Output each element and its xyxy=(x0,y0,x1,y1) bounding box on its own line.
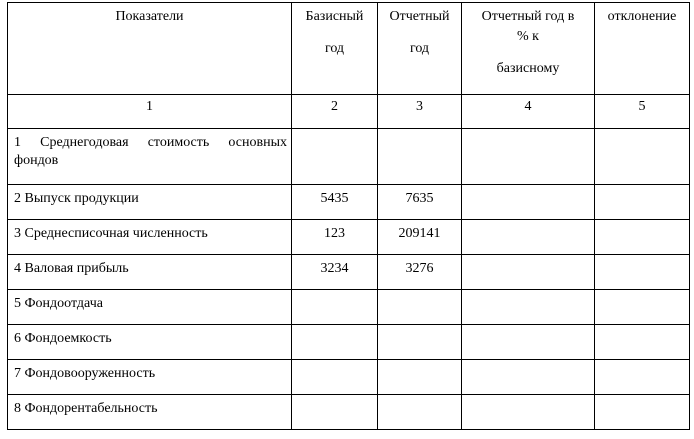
header-indicators: Показатели xyxy=(8,3,292,95)
deviation-value xyxy=(595,325,690,360)
percent-value xyxy=(462,290,595,325)
deviation-value xyxy=(595,360,690,395)
row-label: 7 Фондовооруженность xyxy=(8,360,292,395)
percent-value xyxy=(462,185,595,220)
base-year-value xyxy=(292,360,378,395)
base-year-value xyxy=(292,129,378,185)
header-deviation: отклонение xyxy=(595,3,690,95)
table-row xyxy=(8,185,690,220)
base-year-value: 123 xyxy=(292,220,378,255)
header-base-year: Базисный год xyxy=(292,3,378,95)
table-row xyxy=(8,395,690,430)
base-year-value xyxy=(292,290,378,325)
row-label: 4 Валовая прибыль xyxy=(8,255,292,290)
row-label: 6 Фондоемкость xyxy=(8,325,292,360)
percent-value xyxy=(462,220,595,255)
row-label: 3 Среднесписочная численность xyxy=(8,220,292,255)
column-number: 4 xyxy=(462,95,595,129)
base-year-value xyxy=(292,325,378,360)
indicators-table xyxy=(7,2,690,430)
table-row xyxy=(8,255,690,290)
percent-value xyxy=(462,255,595,290)
column-number: 3 xyxy=(378,95,462,129)
report-year-value: 3276 xyxy=(378,255,462,290)
row-label: 1 Среднегодовая стоимость основных фондов xyxy=(8,129,292,185)
header-row xyxy=(8,3,690,95)
report-year-value xyxy=(378,129,462,185)
column-number: 1 xyxy=(8,95,292,129)
deviation-value xyxy=(595,185,690,220)
base-year-value xyxy=(292,395,378,430)
percent-value xyxy=(462,325,595,360)
row-label: 8 Фондорентабельность xyxy=(8,395,292,430)
deviation-value xyxy=(595,255,690,290)
row-label: 2 Выпуск продукции xyxy=(8,185,292,220)
report-year-value: 7635 xyxy=(378,185,462,220)
table-row xyxy=(8,290,690,325)
column-number: 5 xyxy=(595,95,690,129)
percent-value xyxy=(462,129,595,185)
table-row xyxy=(8,129,690,185)
table-row xyxy=(8,220,690,255)
row-label: 5 Фондоотдача xyxy=(8,290,292,325)
table-row xyxy=(8,360,690,395)
report-year-value xyxy=(378,325,462,360)
base-year-value: 3234 xyxy=(292,255,378,290)
header-report-percent: Отчетный год в % к базисному xyxy=(462,3,595,95)
deviation-value xyxy=(595,395,690,430)
deviation-value xyxy=(595,129,690,185)
column-number: 2 xyxy=(292,95,378,129)
base-year-value: 5435 xyxy=(292,185,378,220)
percent-value xyxy=(462,395,595,430)
table-row xyxy=(8,325,690,360)
report-year-value xyxy=(378,395,462,430)
deviation-value xyxy=(595,290,690,325)
percent-value xyxy=(462,360,595,395)
report-year-value: 209141 xyxy=(378,220,462,255)
header-report-year: Отчетный год xyxy=(378,3,462,95)
column-number-row xyxy=(8,95,690,129)
report-year-value xyxy=(378,360,462,395)
report-year-value xyxy=(378,290,462,325)
deviation-value xyxy=(595,220,690,255)
